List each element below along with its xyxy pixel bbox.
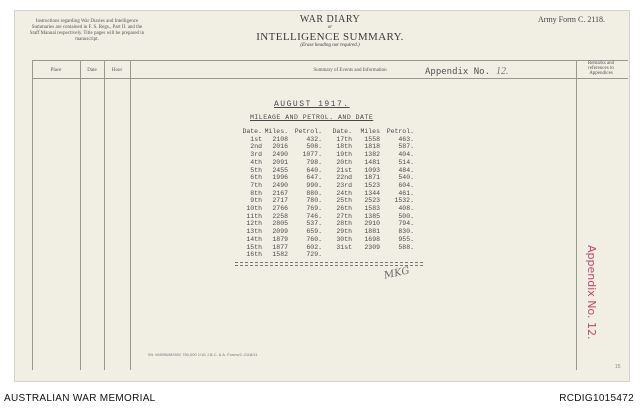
- header-miles-2: Miles: [360, 128, 380, 135]
- table-rule-top: [235, 262, 423, 264]
- table-row: [238, 213, 414, 221]
- table-row: [238, 190, 414, 198]
- cell-date-2: 18th: [336, 143, 352, 151]
- header-petrol-1: Petrol.: [294, 128, 322, 135]
- table-row: [238, 143, 414, 151]
- cell-petrol-1: 537.: [306, 220, 322, 228]
- cell-date-2: 22nd: [336, 174, 352, 182]
- cell-petrol-2: 588.: [398, 243, 414, 251]
- cell-miles-2: 1818: [364, 143, 380, 151]
- cell-miles-1: 2091: [272, 158, 288, 166]
- column-divider: [80, 60, 81, 370]
- cell-miles-1: 2717: [272, 197, 288, 205]
- cell-petrol-1: 729.: [306, 251, 322, 259]
- header-bottom-rule: [32, 78, 628, 79]
- cell-date-1: 13th: [246, 228, 262, 236]
- cell-petrol-1: 432.: [306, 135, 322, 143]
- header-top-rule: [32, 60, 628, 61]
- cell-date-1: 11th: [246, 212, 262, 220]
- title-war-diary: WAR DIARY: [299, 14, 361, 25]
- cell-petrol-1: 769.: [306, 205, 322, 213]
- cell-miles-2: 2910: [364, 220, 380, 228]
- cell-miles-2: 1481: [364, 158, 380, 166]
- cell-petrol-2: 540.: [398, 174, 414, 182]
- margin-number: 15: [615, 364, 621, 370]
- table-row: [238, 167, 414, 175]
- cell-petrol-1: 640.: [306, 166, 322, 174]
- column-remarks: Remarks and references to Appendices: [587, 61, 615, 76]
- cell-miles-1: 2108: [272, 135, 288, 143]
- cell-date-2: 21st: [336, 166, 352, 174]
- cell-date-1: 4th: [250, 158, 262, 166]
- cell-miles-1: 2766: [272, 205, 288, 213]
- cell-petrol-1: 602.: [306, 243, 322, 251]
- cell-petrol-1: 1077.: [302, 151, 322, 159]
- column-summary: Summary of Events and Information: [313, 68, 387, 73]
- cell-miles-1: 1879: [272, 235, 288, 243]
- form-title: [220, 14, 440, 48]
- cell-miles-1: 2099: [272, 228, 288, 236]
- column-divider: [104, 60, 105, 370]
- cell-petrol-2: 408.: [398, 205, 414, 213]
- appendix-label: [425, 66, 509, 77]
- column-place: Place: [50, 68, 62, 73]
- cell-petrol-2: 955.: [398, 235, 414, 243]
- cell-date-1: 9th: [250, 197, 262, 205]
- cell-date-1: 7th: [250, 181, 262, 189]
- cell-miles-1: 2016: [272, 143, 288, 151]
- cell-date-1: 1st: [250, 135, 262, 143]
- column-hour: Hour: [111, 68, 123, 73]
- cell-miles-2: 1583: [364, 205, 380, 213]
- cell-miles-2: 1881: [364, 228, 380, 236]
- cell-petrol-2: 484.: [398, 166, 414, 174]
- column-divider: [32, 60, 33, 370]
- initials-signature: MKG: [383, 265, 411, 282]
- cell-miles-2: 1558: [364, 135, 380, 143]
- cell-miles-1: 2258: [272, 212, 288, 220]
- cell-date-2: 30th: [336, 235, 352, 243]
- cell-miles-1: 2167: [272, 189, 288, 197]
- cell-date-1: 8th: [250, 189, 262, 197]
- cell-date-1: 14th: [246, 235, 262, 243]
- header-miles-1: Miles.: [264, 128, 288, 135]
- cell-date-2: 20th: [336, 158, 352, 166]
- table-row: [238, 220, 414, 228]
- cell-miles-2: 1382: [364, 151, 380, 159]
- cell-miles-1: 2455: [272, 166, 288, 174]
- table-row: [238, 251, 414, 259]
- cell-miles-2: 2523: [364, 197, 380, 205]
- cell-date-1: 10th: [246, 205, 262, 213]
- table-row: [238, 174, 414, 182]
- cell-petrol-2: 500.: [398, 212, 414, 220]
- cell-petrol-2: 463.: [398, 135, 414, 143]
- title-or: or: [327, 25, 333, 30]
- table-row: [238, 236, 414, 244]
- header-date-1: Date.: [242, 128, 262, 135]
- cell-petrol-2: 794.: [398, 220, 414, 228]
- column-date: Date: [87, 68, 97, 73]
- footer-record-id: RCDIG1015472: [559, 393, 634, 404]
- cell-miles-1: 1996: [272, 174, 288, 182]
- cell-miles-2: 1344: [364, 189, 380, 197]
- table-row: [238, 228, 414, 236]
- table-row: [238, 159, 414, 167]
- cell-petrol-1: 880.: [306, 189, 322, 197]
- cell-petrol-1: 760.: [306, 235, 322, 243]
- cell-date-2: 23rd: [336, 181, 352, 189]
- cell-miles-2: 2309: [364, 243, 380, 251]
- table-row: [238, 151, 414, 159]
- cell-date-1: 6th: [250, 174, 262, 182]
- printer-imprint: Wt. W4956/M2692 750,000 1/16 J.B.C. & A. Forms/C.2118/11: [148, 352, 258, 357]
- appendix-stamp: Appendix No. 12.: [585, 245, 598, 340]
- cell-date-2: 26th: [336, 205, 352, 213]
- cell-date-2: 25th: [336, 197, 352, 205]
- cell-petrol-2: 404.: [398, 151, 414, 159]
- table-row: [238, 182, 414, 190]
- cell-miles-1: 2805: [272, 220, 288, 228]
- cell-miles-1: 1877: [272, 243, 288, 251]
- cell-petrol-2: 514.: [398, 158, 414, 166]
- table-rule-bottom: [235, 265, 423, 267]
- column-divider: [576, 60, 577, 370]
- header-date-2: Date.: [332, 128, 352, 135]
- title-note: (Erase heading not required.): [300, 43, 360, 48]
- mileage-table: [238, 128, 414, 259]
- cell-miles-2: 1523: [364, 181, 380, 189]
- cell-petrol-2: 461.: [398, 189, 414, 197]
- cell-date-2: [322, 251, 352, 259]
- cell-petrol-1: 798.: [306, 158, 322, 166]
- cell-date-2: 27th: [336, 212, 352, 220]
- cell-miles-2: 1871: [364, 174, 380, 182]
- cell-petrol-2: [380, 251, 414, 259]
- cell-date-1: 5th: [250, 166, 262, 174]
- appendix-label-text: Appendix No.: [425, 67, 491, 77]
- cell-petrol-2: 587.: [398, 143, 414, 151]
- cell-date-2: 28th: [336, 220, 352, 228]
- cell-petrol-2: 1532.: [394, 197, 414, 205]
- cell-petrol-1: 746.: [306, 212, 322, 220]
- instructions-text: Instructions regarding War Diaries and Intelligence Summaries are contained in F. S. Regs., Part II. and the Staff Manual respectively. Title pages will be prepared in manuscript.: [29, 19, 145, 42]
- army-form-number: Army Form C. 2118.: [538, 15, 606, 24]
- cell-miles-1: 2490: [272, 181, 288, 189]
- table-header-row: [238, 128, 414, 136]
- cell-miles-2: 1093: [364, 166, 380, 174]
- header-petrol-2: Petrol.: [386, 128, 414, 135]
- cell-date-1: 15th: [246, 243, 262, 251]
- cell-petrol-1: 990.: [306, 181, 322, 189]
- cell-miles-2: 1698: [364, 235, 380, 243]
- footer-institution: AUSTRALIAN WAR MEMORIAL: [4, 393, 156, 404]
- cell-petrol-1: 508.: [306, 143, 322, 151]
- cell-petrol-2: 604.: [398, 181, 414, 189]
- cell-petrol-1: 780.: [306, 197, 322, 205]
- month-heading: AUGUST 1917.: [274, 100, 350, 109]
- cell-miles-1: 2490: [272, 151, 288, 159]
- table-row: [238, 136, 414, 144]
- table-subtitle: MILEAGE AND PETROL. AND DATE: [250, 114, 374, 121]
- cell-miles-2: [352, 251, 380, 259]
- cell-date-1: 12th: [246, 220, 262, 228]
- cell-date-2: 17th: [336, 135, 352, 143]
- table-row: [238, 205, 414, 213]
- cell-date-2: 19th: [336, 151, 352, 159]
- cell-miles-2: 1385: [364, 212, 380, 220]
- cell-date-1: 2nd: [250, 143, 262, 151]
- cell-miles-1: 1582: [272, 251, 288, 259]
- cell-date-1: 16th: [246, 251, 262, 259]
- cell-date-1: 3rd: [250, 151, 262, 159]
- column-divider: [130, 60, 131, 370]
- cell-petrol-2: 830.: [398, 228, 414, 236]
- table-row: [238, 197, 414, 205]
- cell-date-2: 31st: [336, 243, 352, 251]
- appendix-number: 12.: [496, 66, 509, 77]
- cell-date-2: 29th: [336, 228, 352, 236]
- cell-date-2: 24th: [336, 189, 352, 197]
- cell-petrol-1: 647.: [306, 174, 322, 182]
- cell-petrol-1: 659.: [306, 228, 322, 236]
- table-row: [238, 244, 414, 252]
- title-intelligence-summary: INTELLIGENCE SUMMARY.: [256, 31, 404, 43]
